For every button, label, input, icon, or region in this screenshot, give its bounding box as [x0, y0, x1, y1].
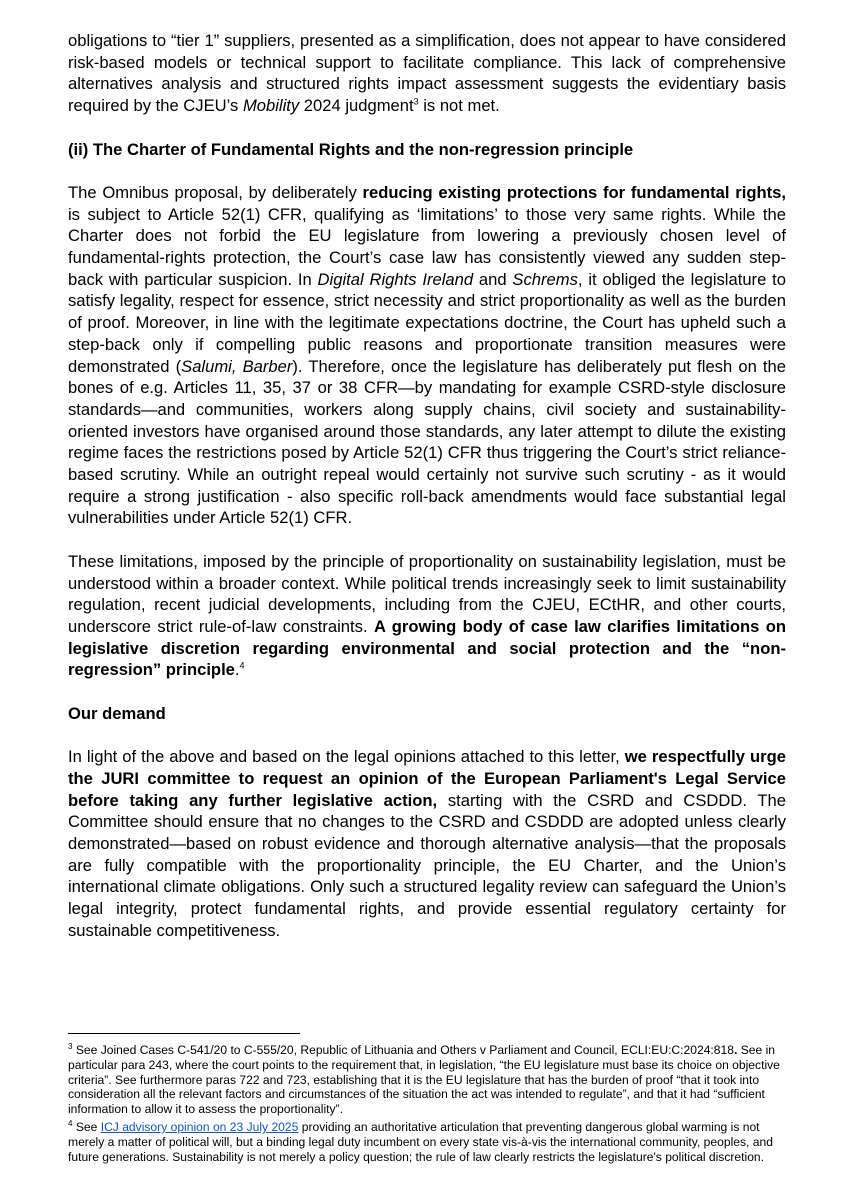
text: These limitations, imposed by the principle of proportionality on sustainability legislation, must be understood within a broader context. While political trends increasingly seek to limit sustainability regulation, recent judicial developments, including from the CJEU, ECtHR, and other courts, underscore strict rule-of-law constraints. — [68, 551, 786, 636]
footnote-4 — [68, 1120, 786, 1164]
text: providing an authoritative articulation that preventing dangerous global warming is not merely a matter of political will, but a binding legal duty incumbent on every state vis-à-vis the international community, peoples, and future generations. Sustainability is not merely a policy question; the rule of law clearly restricts the legislature's political discretion. — [68, 1119, 773, 1164]
footnote-3 — [68, 1043, 786, 1117]
emphasis: A growing body of case law clarifies limitations on legislative discretion regarding environmental and social protection and the “non-regression” principle — [68, 616, 786, 680]
text: , it obliged the legislature to satisfy legality, respect for essence, strict necessity and strict proportionality as well as the burden of proof. Moreover, in line with the legitimate expectations doctrine, the Court has upheld such a step-back only if compelling public reasons and proportionate transition measures were demonstrated ( — [68, 269, 786, 376]
footnotes — [68, 1043, 786, 1167]
paragraph-demand — [68, 746, 786, 941]
text: is subject to Article 52(1) CFR, qualifying as ‘limitations’ to those very same rights. While the Charter does not forbid the EU legislature from lowering a previously chosen level of fundamental-rights protection, the Court’s case law has consistently viewed any sudden step-back with particular suspicion. In — [68, 204, 786, 289]
text: starting with the CSRD and CSDDD. The Committee should ensure that no changes to the CSRD and CSDDD are adopted unless clearly demonstrated—based on robust evidence and thorough alternative analysis—that the proposals are fully compatible with the proportionality principle, the EU Charter, and the Union’s international climate obligations. Only such a structured legality review can safeguard the Union’s legal integrity, protect fundamental rights, and provide essential regulatory certainty for sustainable competitiveness. — [68, 790, 786, 940]
paragraph-intro — [68, 30, 786, 117]
paragraph-charter — [68, 182, 786, 529]
footnote-number: 4 — [68, 1118, 73, 1128]
case-name: Salumi, Barber — [181, 356, 293, 376]
footnote-number: 3 — [68, 1041, 73, 1051]
text: is not met. — [418, 96, 500, 116]
case-name: Mobility — [242, 96, 300, 116]
footnote-separator — [68, 1033, 300, 1034]
emphasis: we respectfully urge the JURI committee to request an opinion of the European Parliament's Legal Service before taking any further legislative action, — [68, 747, 786, 810]
text: obligations to “tier 1” suppliers, presented as a simplification, does not appear to have considered risk-based models or technical support to facilitate compliance. This lack of comprehensive alternatives analysis and structured rights impact assessment suggests the evidentiary basis required by the CJEU’s — [68, 31, 786, 116]
text: and — [473, 269, 513, 289]
text: 2024 judgment — [299, 96, 414, 116]
footnote-ref-3[interactable]: 3 — [413, 96, 419, 107]
text: . — [234, 660, 240, 680]
icj-opinion-link[interactable]: ICJ advisory opinion on 23 July 2025 — [100, 1119, 299, 1134]
footnote-ref-4[interactable]: 4 — [239, 660, 245, 671]
emphasis: reducing existing protections for fundamental rights, — [362, 182, 786, 202]
text: ). Therefore, once the legislature has deliberately put flesh on the bones of e.g. Articles 11, 35, 37 or 38 CFR—by mandating for example CSRD-style disclosure standards—and communities, workers along supply chains, civil society and sustainability-oriented investors have organised around those standards, any later attempt to dilute the existing regime faces the restrictions posed by Article 52(1) CFR thus triggering the Court’s strict reliance-based scrutiny. While an outright repeal would certainly not survive such scrutiny - as it would require a strong justification - also specific roll-back amendments would face substantial legal vulnerabilities under Article 52(1) CFR. — [68, 356, 786, 528]
text: See Joined Cases C-541/20 to C-555/20, Republic of Lithuania and Others v Parliament and Council, ECLI:EU:C:2024:818 — [72, 1043, 734, 1057]
text: See — [72, 1119, 101, 1134]
text: In light of the above and based on the legal opinions attached to this letter, — [68, 747, 625, 767]
document-body — [68, 30, 786, 941]
heading-demand: Our demand — [68, 703, 166, 723]
case-name: Digital Rights Ireland — [317, 269, 474, 289]
text: See in particular para 243, where the court points to the requirement that, in legislation, “the EU legislature must base its choice on objective criteria”. See furthermore paras 722 and 723, establishing that it is the EU legislature that has the burden of proof “that it took into consideration all the relevant factors and circumstances of the situation the act was intended to regulate”, and that it had “sufficient information to allow it to assess the proportionality”. — [68, 1043, 780, 1117]
heading-charter: (ii) The Charter of Fundamental Rights and the non-regression principle — [68, 139, 634, 159]
paragraph-limitations — [68, 551, 786, 681]
text: The Omnibus proposal, by deliberately — [68, 182, 363, 202]
case-name: Schrems — [512, 269, 578, 289]
text: . — [733, 1043, 738, 1057]
